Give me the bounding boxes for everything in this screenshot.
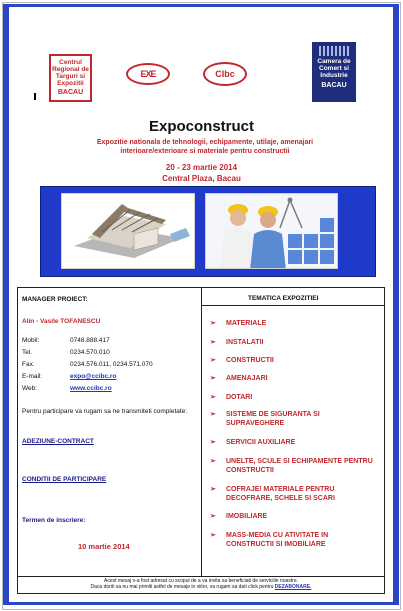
tematica-item-label: AMENAJARI	[226, 375, 268, 382]
frame-stripe-right	[393, 4, 399, 604]
exe-logo-text: EXE	[140, 69, 156, 79]
tematica-item-label: SISTEME DE SIGURANTA SI SUPRAVEGHERE	[226, 411, 320, 427]
mobil-label: Mobil:	[22, 337, 40, 344]
tematica-item	[210, 374, 374, 383]
tematica-item	[210, 410, 374, 428]
adeziune-contract-link[interactable]: ADEZIUNE-CONTRACT	[22, 438, 94, 445]
frame-stripe-left	[3, 4, 9, 604]
photo-band	[40, 186, 376, 277]
tematica-item-label: COFRAJE/ MATERIALE PENTRU DECOFRARE, SCHELE SI SCARI	[226, 486, 335, 502]
tematica-heading: TEMATICA EXPOZITIEI	[248, 295, 319, 302]
email-link[interactable]: expo@ccibc.ro	[70, 373, 117, 380]
crt-logo	[49, 54, 92, 102]
tematica-item	[210, 485, 374, 503]
deadline-value: 10 martie 2014	[78, 542, 130, 551]
ccib-logo-city: BACAU	[321, 82, 347, 89]
mobil-value: 0748.888.417	[70, 337, 110, 344]
arrow-bullet-icon: ➢	[210, 411, 216, 418]
engineers-image	[205, 193, 338, 269]
tematica-item	[210, 356, 374, 365]
tematica-item	[210, 512, 374, 521]
fax-value: 0234.576.011, 0234.571.070	[70, 361, 153, 368]
tematica-item-label: DOTARI	[226, 394, 253, 401]
event-dates: 20 - 23 martie 2014	[165, 163, 238, 172]
manager-heading: MANAGER PROIECT:	[22, 296, 88, 303]
tematica-item-label: MASS-MEDIA CU ATIVITATE IN CONSTRUCTII SI IMOBILIARE	[226, 532, 329, 548]
footer-note	[17, 577, 385, 594]
house-construction-image	[61, 193, 195, 269]
event-venue: Central Plaza, Bacau	[162, 174, 241, 183]
arrow-bullet-icon: ➢	[210, 513, 216, 520]
tematica-item	[210, 319, 374, 328]
tematica-item-label: MATERIALE	[226, 320, 267, 327]
deadline-label: Termen de inscriere:	[22, 517, 86, 524]
tel-label: Tel.	[22, 349, 33, 356]
tematica-item	[210, 457, 374, 475]
footer-line-2-text: Daca doriti sa nu mai primiti astfel de mesaje in viitor, va rugam sa dati click pentru	[90, 584, 274, 590]
tematica-item-label: CONSTRUCTII	[226, 357, 274, 364]
crt-logo-text: Centrul Regional de Targuri si Expozitii	[52, 59, 89, 87]
arrow-bullet-icon: ➢	[210, 375, 216, 382]
arrow-bullet-icon: ➢	[210, 357, 216, 364]
tematica-item-label: UNELTE, SCULE SI ECHIPAMENTE PENTRU CONSTRUCTII	[226, 458, 373, 474]
participation-note: Pentru participare va rugam sa ne transmiteti completate:	[22, 408, 188, 415]
arrow-bullet-icon: ➢	[210, 486, 216, 493]
tematica-item	[210, 393, 374, 402]
unsubscribe-link[interactable]: DEZABONARE.	[274, 584, 312, 590]
tematica-item-label: SERVICII AUXILIARE	[226, 439, 296, 446]
frame-stripe-top	[3, 4, 399, 7]
footer-line-1: Acest mesaj v-a fost adresat cu scopul de a va invita sa beneficiati de serviciile noastre.	[104, 578, 298, 584]
tel-value: 0234.570.010	[70, 349, 110, 356]
exe-logo	[126, 63, 170, 85]
cibc-logo	[203, 62, 247, 86]
web-label: Web:	[22, 385, 38, 392]
tematica-heading-divider	[202, 305, 384, 306]
building-icon	[319, 46, 349, 56]
text-cursor-mark	[34, 93, 36, 100]
email-label: E-mail:	[22, 373, 43, 380]
tematica-item	[210, 338, 374, 347]
event-subtitle: Expozitie nationala de tehnologii, echipamente, utilaje, amenajari interioare/exterioare si materiale pentru constructii	[96, 139, 314, 155]
footer-line-2	[18, 584, 384, 590]
arrow-bullet-icon: ➢	[210, 394, 216, 401]
column-divider	[201, 287, 202, 577]
manager-name: Alin - Vasile TOFANESCU	[22, 318, 101, 325]
tematica-item-label: INSTALATII	[226, 339, 264, 346]
arrow-bullet-icon: ➢	[210, 339, 216, 346]
fax-label: Fax.	[22, 361, 35, 368]
ccib-logo-text: Camera de Comert si Industrie	[317, 58, 351, 79]
tematica-item	[210, 531, 374, 549]
event-title: Expoconstruct	[148, 118, 254, 135]
cibc-logo-text: CIbc	[215, 69, 235, 79]
tematica-item-label: IMOBILIARE	[226, 513, 268, 520]
arrow-bullet-icon: ➢	[210, 320, 216, 327]
arrow-bullet-icon: ➢	[210, 458, 216, 465]
tematica-item	[210, 438, 374, 447]
crt-logo-city: BACAU	[57, 89, 84, 96]
ccib-logo	[312, 42, 356, 102]
arrow-bullet-icon: ➢	[210, 439, 216, 446]
web-link[interactable]: www.ccibc.ro	[70, 385, 112, 392]
arrow-bullet-icon: ➢	[210, 532, 216, 539]
frame-stripe-bottom	[3, 602, 399, 605]
conditii-participare-link[interactable]: CONDITII DE PARTICIPARE	[22, 476, 107, 483]
